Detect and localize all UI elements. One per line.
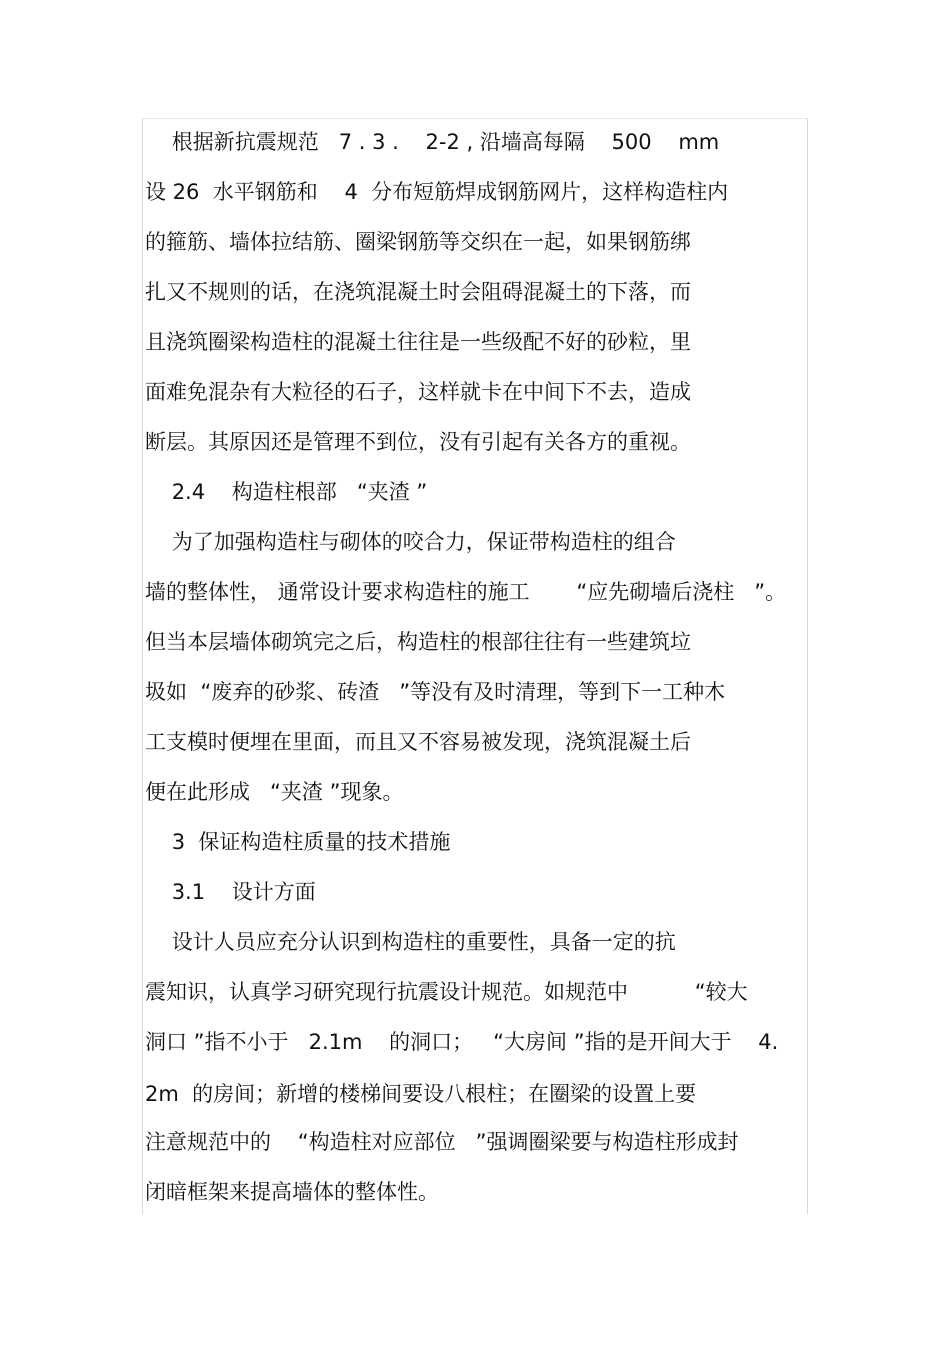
- text-line: 设计人员应充分认识到构造柱的重要性，具备一定的抗: [145, 930, 676, 954]
- text-line: 洞口 ”指不小于 2.1m 的洞口； “大房间 ”指的是开间大于 4.: [145, 1030, 779, 1054]
- text-line: 圾如 “废弃的砂浆、砖渣 ”等没有及时清理，等到下一工种木: [145, 680, 726, 704]
- text-line: 便在此形成 “夹渣 ”现象。: [145, 780, 404, 804]
- text-line: 工支模时便埋在里面，而且又不容易被发现，浇筑混凝土后: [145, 730, 691, 754]
- text-line: 为了加强构造柱与砌体的咬合力，保证带构造柱的组合: [145, 530, 676, 554]
- text-line: 面难免混杂有大粒径的石子，这样就卡在中间下不去，造成: [145, 380, 691, 404]
- section-heading: 2.4 构造柱根部 “夹渣 ”: [145, 480, 428, 504]
- text-line: 墙的整体性， 通常设计要求构造柱的施工 “应先砌墙后浇柱 ”。: [145, 580, 787, 604]
- text-line: 根据新抗震规范 7 . 3 . 2-2 , 沿墙高每隔 500 mm: [145, 130, 720, 154]
- text-line: 断层。其原因还是管理不到位，没有引起有关各方的重视。: [145, 430, 691, 454]
- section-heading: 3 保证构造柱质量的技术措施: [145, 830, 451, 854]
- text-line: 2m 的房间；新增的楼梯间要设八根柱；在圈梁的设置上要: [145, 1082, 697, 1106]
- text-line: 且浇筑圈梁构造柱的混凝土往往是一些级配不好的砂粒，里: [145, 330, 691, 354]
- text-line: 闭暗框架来提高墙体的整体性。: [145, 1180, 439, 1204]
- text-line: 震知识，认真学习研究现行抗震设计规范。如规范中 “较大: [145, 980, 748, 1004]
- text-line: 的箍筋、墙体拉结筋、圈梁钢筋等交织在一起，如果钢筋绑: [145, 230, 691, 254]
- section-heading: 3.1 设计方面: [145, 880, 316, 904]
- text-line: 设 26 水平钢筋和 4 分布短筋焊成钢筋网片，这样构造柱内: [145, 180, 729, 204]
- text-line: 扎又不规则的话，在浇筑混凝土时会阻碍混凝土的下落，而: [145, 280, 691, 304]
- text-line: 但当本层墙体砌筑完之后，构造柱的根部往往有一些建筑垃: [145, 630, 691, 654]
- text-line: 注意规范中的 “构造柱对应部位 ”强调圈梁要与构造柱形成封: [145, 1130, 739, 1154]
